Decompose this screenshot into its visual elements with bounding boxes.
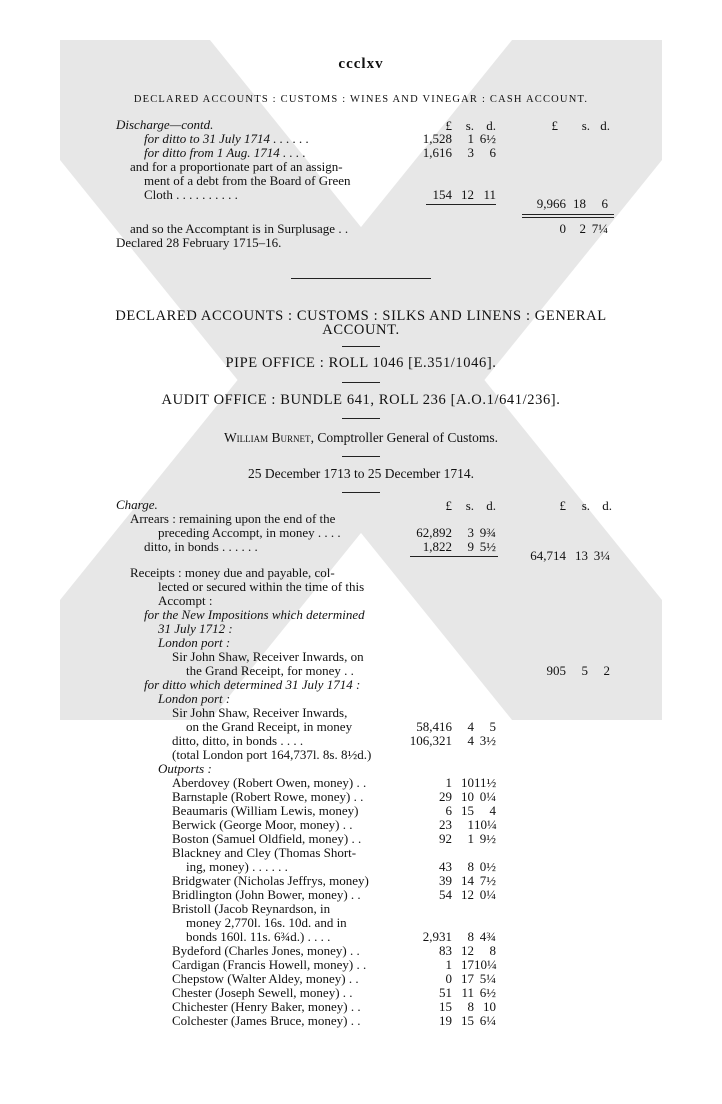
shaw-bonds-label: ditto, ditto, in bonds . . . .	[172, 733, 304, 748]
outport-amount-s: 14	[461, 873, 474, 888]
outport-amount-d: 10¼	[474, 817, 497, 832]
title-rule-3	[342, 418, 380, 419]
outport-amount-s: 17	[461, 957, 474, 972]
outport-amount-s: 11	[461, 985, 474, 1000]
new-impositions-line-1: for the New Impositions which determined	[144, 607, 365, 622]
outport-amount-s: 8	[467, 859, 474, 874]
outport-amount-s: 1	[467, 831, 474, 846]
outport-amount-d: 0¼	[479, 789, 496, 804]
shaw-1-line-2: the Grand Receipt, for money . .	[186, 663, 354, 678]
discharge-row-amount-s: 3	[467, 145, 474, 160]
outport-label: ing, money) . . . . . .	[186, 859, 288, 874]
title-rule-2	[342, 382, 380, 383]
outport-amount-d: 0¼	[479, 887, 496, 902]
running-head: DECLARED ACCOUNTS : CUSTOMS : WINES AND VINEGAR : CASH ACCOUNT.	[133, 94, 589, 105]
outport-amount-l: 15	[439, 999, 452, 1014]
outport-label: Bridlington (John Bower, money) . .	[172, 887, 361, 902]
outport-amount-l: 0	[445, 971, 452, 986]
discharge-heading: Discharge—contd.	[116, 117, 214, 132]
outport-amount-s: 10	[461, 775, 474, 790]
outport-amount-d: 11½	[474, 775, 497, 790]
outport-amount-l: 1	[445, 775, 452, 790]
outport-amount-d: 5¼	[479, 971, 496, 986]
london-port-heading-2: London port :	[158, 691, 231, 706]
outport-amount-s: 1	[467, 817, 474, 832]
outport-amount-d: 0½	[479, 859, 496, 874]
outport-label: Aberdovey (Robert Owen, money) . .	[172, 775, 367, 790]
subtotal-rule	[426, 204, 496, 205]
london-total-note: (total London port 164,737l. 8s. 8½d.)	[172, 747, 372, 762]
outports-heading: Outports :	[158, 761, 212, 776]
discharge-row-amount-d: 6	[489, 145, 496, 160]
outport-label: Bridgwater (Nicholas Jeffrys, money)	[172, 873, 369, 888]
outport-amount-d: 7½	[479, 873, 496, 888]
outport-amount-l: 2,931	[422, 929, 452, 944]
section-title-1: DECLARED ACCOUNTS : CUSTOMS : SILKS AND LINENS : GENERAL	[115, 308, 607, 324]
assignment-line-2: ment of a debt from the Board of Green	[144, 173, 351, 188]
page-number: ccclxv	[338, 56, 384, 72]
outport-amount-l: 19	[439, 1013, 452, 1028]
outport-amount-d: 10¼	[474, 957, 497, 972]
outport-label: Boston (Samuel Oldfield, money) . .	[172, 831, 362, 846]
outport-label: Chepstow (Walter Aldey, money) . .	[172, 971, 359, 986]
document-page: ccclxv DECLARED ACCOUNTS : CUSTOMS : WINES AND VINEGAR : CASH ACCOUNT. Discharge—contd. £ s. d. £ s. d. for ditto to 31 July 1714 . . . . . . 1,528 1 6½ for ditto from 1 Aug. 1714 . . . . 1,616 3 6 and for a proportionate part of an assign- ment of a debt from the Board of Green Cloth . . . . . . . . . . 154 12 11 9,966 18 6 and so the Accomptant is in Surplusage . . 0 2 7¼ Declared 28 February 1715–16. DECLARED ACCOUNTS : CUSTOMS : SILKS AND LINENS : GENERAL ACCOUNT. PIPE OFFICE : ROLL 1046 [E.351/1046]. AUDIT OFFICE : BUNDLE 641, ROLL 236 [A.O.1/641/236]. William Burnet, Comptroller General of Customs. 25 December 1713 to 25 December 1714. Charge. £ s. d. £ s. d. Arrears : remaining upon the end of the preceding Accompt, in money . . . . 62,892 3 9¾ ditto, in bonds . . . . . . 1,822 9 5½ 64,714 13 3¼ Receipts : money due and payable, col- lected or secured within the time of this Accompt : for the New Impositions which determined 31 July 1712 : London port : Sir John Shaw, Receiver Inwards, on the Grand Receipt, for money . . 905 5 2 for ditto which determined 31 July 1714 : London port : Sir John Shaw, Receiver Inwards, on the Grand Receipt, in money 58,416 4 5 ditto, ditto, in bonds . . . . 106,321 4 3½ (total London port 164,737l. 8s. 8½d.) Outports : Aberdovey (Robert Owen, money) . . 1 10 11½ Barnstaple (Robert Rowe, money) . . 29 10 0¼ Beaumaris (William Lewis, money) 6 15 4 Berwick (George Moor, money) . . 23 1 10¼ Boston (Samuel Oldfield, money) . . 92 1 9½ Blackney and Cley (Thomas Short- ing, money) . . . . . . 43 8 0½ Bridgwater (Nicholas Jeffrys, money) 39 14 7½ Bridlington (John Bower, money) . . 54 12 0¼ Bristoll (Jacob Reynardson, in money 2,770l. 16s. 10d. and in bonds 160l. 11s. 6¾d.) . . . . 2,931 8 4¾ Bydeford (Charles Jones, money) . . 83 12 8 Cardigan (Francis Howell, money) . . 1 17 10¼ Chepstow (Walter Aldey, money) . . 0 17 5¼ Chester (Joseph Sewell, money) . . 51 11 6½ Chichester (Henry Baker, money) . . 15 8 10 Colchester (James Bruce, money) . . 19 15 6¼	[0, 0, 722, 1104]
outport-amount-s: 15	[461, 803, 474, 818]
pipe-office-ref: PIPE OFFICE : ROLL 1046 [E.351/1046].	[225, 355, 497, 371]
title-rule-4	[342, 456, 380, 457]
outport-label: Cardigan (Francis Howell, money) . .	[172, 957, 367, 972]
london-port-heading: London port :	[158, 635, 231, 650]
assignment-line-3: Cloth . . . . . . . . . .	[144, 187, 238, 202]
outport-amount-d: 6¼	[479, 1013, 496, 1028]
outport-amount-l: 1	[445, 957, 452, 972]
audit-office-ref: AUDIT OFFICE : BUNDLE 641, ROLL 236 [A.O.1/641/236].	[161, 392, 561, 408]
assignment-line-1: and for a proportionate part of an assign-	[130, 159, 343, 174]
outport-amount-l: 51	[439, 985, 452, 1000]
outport-amount-s: 12	[461, 943, 474, 958]
charge-heading: Charge.	[116, 497, 158, 512]
shaw-2-line-2: on the Grand Receipt, in money	[186, 719, 353, 734]
arrears-rule	[410, 556, 498, 557]
title-rule-1	[342, 346, 380, 347]
outport-amount-d: 4¾	[479, 929, 496, 944]
section-divider	[291, 278, 431, 279]
receipts-line-1: Receipts : money due and payable, col-	[130, 565, 335, 580]
outport-label: Bydeford (Charles Jones, money) . .	[172, 943, 360, 958]
outport-amount-d: 10	[483, 999, 496, 1014]
outport-amount-l: 43	[439, 859, 452, 874]
outport-label: Chester (Joseph Sewell, money) . .	[172, 985, 353, 1000]
surplusage-label: and so the Accomptant is in Surplusage . .	[130, 221, 349, 236]
official-name: William Burnet	[223, 430, 311, 445]
outport-amount-d: 8	[489, 943, 496, 958]
period: 25 December 1713 to 25 December 1714.	[247, 466, 475, 481]
outport-amount-d: 9½	[479, 831, 496, 846]
outport-label: Blackney and Cley (Thomas Short-	[172, 845, 357, 860]
outport-label: Berwick (George Moor, money) . .	[172, 817, 353, 832]
outport-amount-l: 92	[439, 831, 452, 846]
discharge-row-amount-s: 1	[467, 131, 474, 146]
outport-amount-s: 12	[461, 887, 474, 902]
official-line	[0, 430, 722, 446]
outport-amount-s: 8	[467, 999, 474, 1014]
total-rule-1	[522, 214, 614, 215]
outport-label: Colchester (James Bruce, money) . .	[172, 1013, 361, 1028]
receipts-line-3: Accompt :	[158, 593, 213, 608]
outport-amount-s: 15	[461, 1013, 474, 1028]
discharge-row-label: for ditto to 31 July 1714 . . . . . .	[144, 131, 310, 146]
arrears-line-1: Arrears : remaining upon the end of the	[130, 511, 336, 526]
outport-label: Bristoll (Jacob Reynardson, in	[172, 901, 331, 916]
official-title: , Comptroller General of Customs.	[310, 430, 499, 445]
outport-label: Beaumaris (William Lewis, money)	[172, 803, 359, 818]
discharge-row-amount-d: 6½	[479, 131, 496, 146]
outport-amount-l: 29	[439, 789, 452, 804]
outport-label: Chichester (Henry Baker, money) . .	[172, 999, 361, 1014]
outport-amount-l: 39	[439, 873, 452, 888]
section-title-2: ACCOUNT.	[322, 322, 400, 338]
new-impositions-line-2: 31 July 1712 :	[158, 621, 233, 636]
shaw-2-line-1: Sir John Shaw, Receiver Inwards,	[172, 705, 348, 720]
arrears-line-2: preceding Accompt, in money . . . .	[158, 525, 341, 540]
discharge-row-amount-l: 1,528	[422, 131, 452, 146]
title-rule-5	[342, 492, 380, 493]
ditto-1714-heading: for ditto which determined 31 July 1714 :	[144, 677, 361, 692]
outport-amount-s: 17	[461, 971, 474, 986]
outport-amount-l: 6	[445, 803, 452, 818]
outport-amount-l: 23	[439, 817, 452, 832]
outport-amount-d: 6½	[479, 985, 496, 1000]
total-rule-2	[522, 217, 614, 218]
outport-amount-l: 83	[439, 943, 452, 958]
shaw-1-line-1: Sir John Shaw, Receiver Inwards, on	[172, 649, 364, 664]
discharge-row-label: for ditto from 1 Aug. 1714 . . . .	[144, 145, 306, 160]
outport-amount-s: 8	[467, 929, 474, 944]
outport-amount-s: 10	[461, 789, 474, 804]
outport-amount-d: 4	[489, 803, 496, 818]
outport-label: money 2,770l. 16s. 10d. and in	[186, 915, 347, 930]
outport-label: bonds 160l. 11s. 6¾d.) . . . .	[186, 929, 331, 944]
receipts-line-2: lected or secured within the time of this	[158, 579, 365, 594]
outport-label: Barnstaple (Robert Rowe, money) . .	[172, 789, 364, 804]
discharge-row-amount-l: 1,616	[422, 145, 452, 160]
declared-date: Declared 28 February 1715–16.	[116, 235, 282, 250]
outport-amount-l: 54	[439, 887, 452, 902]
arrears-bonds-label: ditto, in bonds . . . . . .	[144, 539, 258, 554]
